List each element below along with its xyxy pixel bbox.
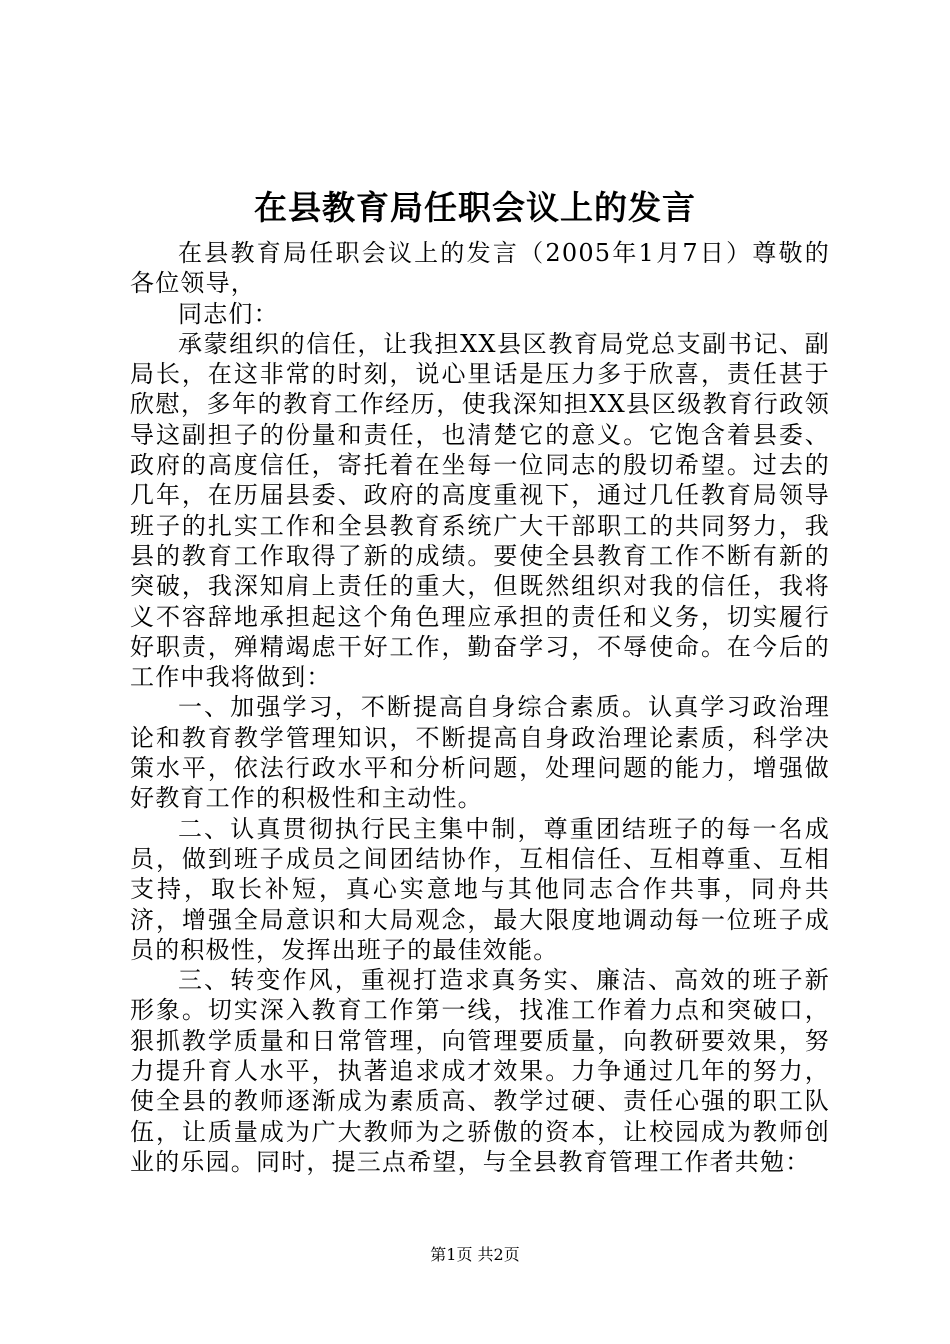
paragraph-introduction: 承蒙组织的信任，让我担XX县区教育局党总支副书记、副局长，在这非常的时刻，说心里话是压力多于欣喜，责任甚于欣慰，多年的教育工作经历，使我深知担XX县区级教育行政领导这副担子的份量和责任，也清楚它的意义。它饱含着县委、政府的高度信任，寄托着在坐每一位同志的殷切希望。过去的几年，在历届县委、政府的高度重视下，通过几任教育局领导班子的扎实工作和全县教育系统广大干部职工的共同努力，我县的教育工作取得了新的成绩。要使全县教育工作不断有新的突破，我深知肩上责任的重大，但既然组织对我的信任，我将义不容辞地承担起这个角色理应承担的责任和义务，切实履行好职责，殚精竭虑干好工作，勤奋学习，不辱使命。在今后的工作中我将做到： (130, 329, 830, 692)
paragraph-opening: 在县教育局任职会议上的发言（2005年1月7日）尊敬的各位领导， (130, 239, 830, 298)
paragraph-point-three: 三、转变作风，重视打造求真务实、廉洁、高效的班子新形象。切实深入教育工作第一线，找准工作着力点和突破口，狠抓教学质量和日常管理，向管理要质量，向教研要效果，努力提升育人水平，执著追求成才效果。力争通过几年的努力，使全县的教师逐渐成为素质高、教学过硬、责任心强的职工队伍，让质量成为广大教师为之骄傲的资本，让校园成为教师创业的乐园。同时，提三点希望，与全县教育管理工作者共勉： (130, 966, 830, 1176)
document-title: 在县教育局任职会议上的发言 (254, 188, 696, 227)
document-body (130, 238, 830, 1177)
paragraph-point-one: 一、加强学习，不断提高自身综合素质。认真学习政治理论和教育教学管理知识，不断提高自身政治理论素质，科学决策水平，依法行政水平和分析问题，处理问题的能力，增强做好教育工作的积极性和主动性。 (130, 693, 830, 813)
paragraph-point-two: 二、认真贯彻执行民主集中制，尊重团结班子的每一名成员，做到班子成员之间团结协作，互相信任、互相尊重、互相支持，取长补短，真心实意地与其他同志合作共事，同舟共济，增强全局意识和大局观念，最大限度地调动每一位班子成员的积极性，发挥出班子的最佳效能。 (130, 814, 830, 964)
paragraph-salutation: 同志们： (178, 299, 279, 328)
page-footer: 第1页 共2页 (430, 1245, 520, 1264)
